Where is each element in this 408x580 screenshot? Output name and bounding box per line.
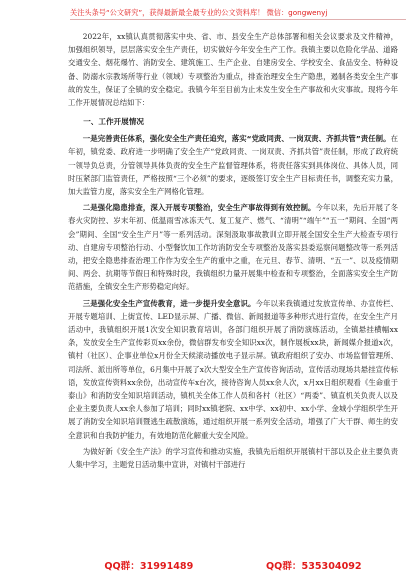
qq-group-2: QQ群：535304092 [266, 561, 362, 572]
promo-banner: 关注头条号“公文研究”，获得最新最全最专业的公文资料库！ 微信：gongwenyj [70, 7, 406, 20]
paragraph-lead: 一是完善责任体系，强化安全生产责任追究，落实“党政同责、一岗双责、齐抓共管”责任制。 [82, 134, 391, 144]
paragraph-body: 在年初，镇党委、政府进一步明确了安全生产“党政同责、一岗双责、齐抓共管”责任制，形成了政府统一领导负总责，分管领导具体负责的安全生产监督管理体系，将责任落实到具体岗位、具体人员，同时压紧部门监管责任，严格按照“三个必须”的要求，逐级签订安全生产目标责任书，调整充实力量，加大监管力度，落实安全生产网格化管理。 [68, 134, 398, 197]
paragraph-body: 今年以来，先后开展了冬春火灾防控、岁末年初、低温雨雪冰冻天气、复工复产、燃气、“清明”“端午”“五一”期间、全国“两会”期间、全国“安全生产月”等一系列活动。深刻汲取事故教训立即开展全国安全生产大检查专项行动、自建房专项整治行动、小型餐饮加工作坊消防安全专项整治及落实县委巡察问题整改等一系列活动，把安全隐患排查治理工作作为安全生产的重中之重，在元旦、春节、清明、“五一”、以及疫情期间、两会、抗期等节假日和特殊时段，我镇组织力量开展集中检查和专项整治，全面落实安全生产防范措施，全镇安全生产形势稳定向好。 [68, 203, 398, 292]
paragraph-publicity [68, 297, 398, 442]
paragraph-lead: 二是强化隐患排查，深入开展专项整治，安全生产事故得到有效控制。 [82, 203, 316, 213]
footer-contacts [68, 560, 398, 574]
paragraph-safety-law: 为做好新《安全生产法》的学习宣传和推动实施，我镇先后组织开展镇村干部以及企业主要负责人集中学习，主题党日活动集中宣讲，对镇村干部进行 [68, 446, 398, 470]
document-body [68, 30, 398, 474]
paragraph-hazard-inspection [68, 201, 398, 293]
paragraph-body: 今年以来我镇通过发放宣传单、办宣传栏、开展专题培训、上街宣传、LED显示屏、广播、微信、新闻报道等多种形式进行宣传，在安全生产月活动中，我镇组织开展1次安全知识教育培训，各部门组织开展了消防演练活动，全镇悬挂横幅xx条，发放安全生产宣传彩页xx余份，微信群发布安全知识xx次，制作展板xx块，新闻媒介报道x次，镇村（社区）、企事业单位x月份全天候滚动播放电子显示屏。镇政府组织了安办、市场监督管理所、司法所、派出所等单位，6月集中开展了x次大型安全生产宣传咨询活动，宣传活动现场共悬挂宣传标语，发放宣传资料xx余份，出动宣传车x台次，接待咨询人员xx余人次，x月xx日组织观看《生命重于泰山》和消防安全知识培训活动，镇机关全体工作人员和各村（社区）“两委”、镇直机关负责人以及企业主要负责人xx余人参加了培训；同时xx镇老院、xx中学、xx初中、xx小学、金城小学组织学生开展了消防安全知识培训暨逃生疏散演练，通过组织开展一系列安全活动，增强了广大干群、师生的安全意识和自我防护能力，有效地防范化解重大安全风险。 [68, 298, 398, 440]
paragraph-responsibility [68, 132, 398, 198]
intro-paragraph: 2022年，xx镇认真贯彻落实中央、省、市、县安全生产总体部署和相关会议要求及文件精神，加强组织领导，层层落实安全生产责任，切实做好今年安全生产工作。我镇主要以危险化学品、道路交通安全、烟花爆竹、消防安全、建筑施工、生产企业、自建房安全、学校安全、食品安全、特种设备、防溺水宗教场所等行业（领域）专项整治为重点，排查治理安全生产隐患，遏制各类安全生产事故的发生，保证了全镇的安全稳定。我镇今年至目前为止未发生安全生产事故和火灾事故。现将今年工作开展情况总结如下： [68, 32, 398, 108]
paragraph-lead: 三是强化安全生产宣传教育，进一步提升安全意识。 [82, 298, 256, 308]
section-heading: 一、工作开展情况 [83, 117, 144, 127]
qq-group-1: QQ群：31991489 [104, 561, 194, 572]
